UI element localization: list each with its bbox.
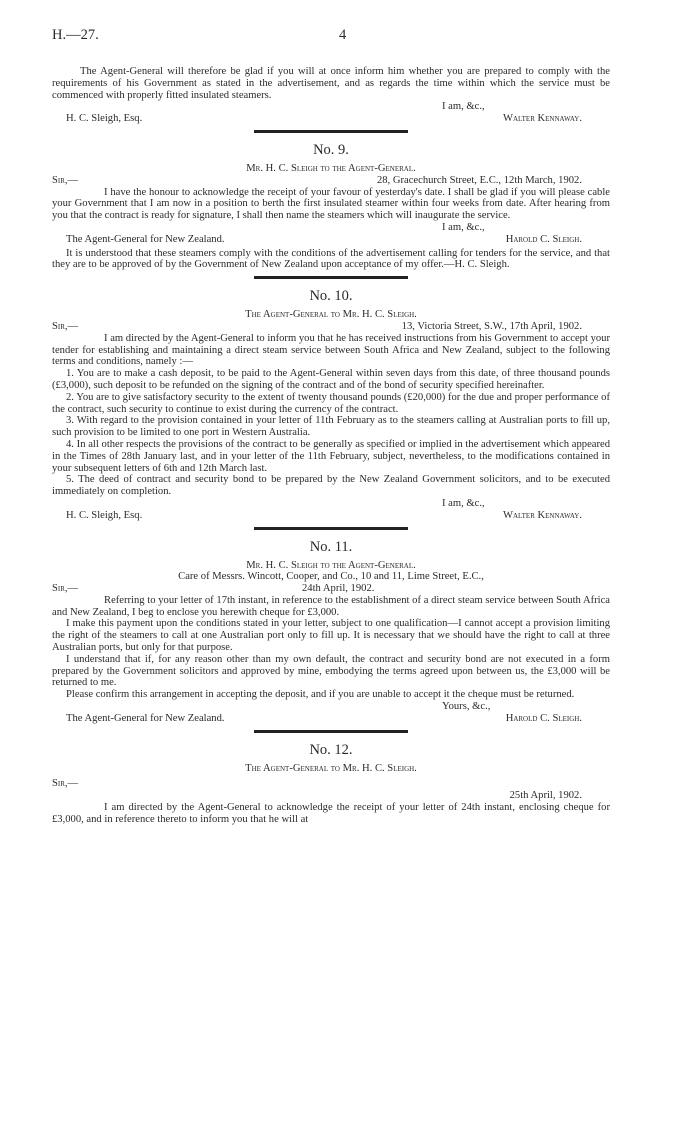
no9-body: I have the honour to acknowledge the receipt of your favour of yesterday's date. I shall be glad if you will please cable your Government that I am now in a position to berth the first insulated steamer within four weeks from date. After hearing from you that the contract is ready for signature, I shall then name the steamers which will inaugurate the service. <box>52 186 610 222</box>
letter-title-no9: Mr. H. C. Sleigh to the Agent-General. <box>246 162 416 174</box>
no9-salutation-row <box>52 175 610 187</box>
no11-closing: Yours, &c., <box>442 701 491 713</box>
document-page <box>52 27 610 826</box>
letter-title-no10: The Agent-General to Mr. H. C. Sleigh. <box>245 309 417 321</box>
no11-signature: Harold C. Sleigh. <box>505 712 582 724</box>
no12-date: 25th April, 1902. <box>509 790 582 802</box>
no10-term-1: 1. You are to make a cash deposit, to be paid to the Agent-General within seven days from this date, of three thousand pounds (£3,000), such deposit to be refunded on the signing of the contract and of the bond of security specified hereinafter. <box>52 368 610 391</box>
no11-salutation: Sir,— <box>52 583 79 595</box>
intro-paragraph: The Agent-General will therefore be glad if you will at once inform him whether you are prepared to comply with the requirements of his Government as stated in the advertisement, and as regards the time within which the service must be commenced with properly fitted insulated steamers. <box>52 66 610 101</box>
intro-signature-row <box>52 113 610 125</box>
section-divider <box>254 130 408 133</box>
no9-addressee: The Agent-General for New Zealand. <box>66 233 225 245</box>
no10-term-4: 4. In all other respects the provisions of the contract to be generally as specified or implied in the advertisement which appeared in the Times of 28th January last, and in your letter of the 11th February, subject, nevertheless, to the modifications contained in your subsequent letters of 6th and 12th March last. <box>52 438 610 474</box>
letter-heading-no12: No. 12. <box>309 741 353 758</box>
no10-signature: Walter Kennaway. <box>502 509 582 521</box>
no10-closing: I am, &c., <box>442 497 485 509</box>
no10-term-3: 3. With regard to the provision contained in your letter of 11th February as to the steamers calling at Australian ports to fill up, such provision to be limited to one port in Western Australia. <box>52 415 610 439</box>
intro-closing: I am, &c., <box>442 101 485 113</box>
no9-closing: I am, &c., <box>442 221 485 233</box>
no9-address-date: 28, Gracechurch Street, E.C., 12th March, 1902. <box>376 174 582 186</box>
no10-signature-row <box>52 510 610 522</box>
no11-closing-row <box>52 701 610 713</box>
letter-heading-no9: No. 9. <box>313 141 349 158</box>
no12-body: I am directed by the Agent-General to acknowledge the receipt of your letter of 24th instant, enclosing cheque for £3,000, and in reference thereto to inform you that he will at <box>52 802 610 825</box>
no10-addressee: H. C. Sleigh, Esq. <box>66 509 143 521</box>
letter-heading-no10: No. 10. <box>309 288 353 305</box>
no11-salutation-row <box>52 583 610 595</box>
no10-salutation-row <box>52 321 610 333</box>
no12-date-row <box>52 790 610 802</box>
no10-body: I am directed by the Agent-General to inform you that he has received instructions from his Government to accept your tender for establishing and maintaining a direct steam service between South Africa and New Zealand, subject to the following terms and conditions, namely :— <box>52 332 610 368</box>
section-divider <box>254 730 408 733</box>
letter-heading-no11: No. 11. <box>309 538 353 555</box>
section-divider <box>254 276 408 279</box>
intro-addressee: H. C. Sleigh, Esq. <box>66 113 143 125</box>
no10-closing-row <box>52 498 610 510</box>
document-reference: H.—27. <box>52 27 99 43</box>
no11-body: Referring to your letter of 17th instant, in reference to the establishment of a direct steam service between South Africa and New Zealand, I beg to enclose you herewith cheque for £3,000. <box>52 594 610 618</box>
no11-paragraph-4: Please confirm this arrangement in accepting the deposit, and if you are unable to accept it the cheque must be returned. <box>66 689 575 701</box>
no10-salutation: Sir,— <box>52 320 79 332</box>
section-divider <box>254 527 408 530</box>
no9-closing-row <box>52 222 610 234</box>
no10-term-2: 2. You are to give satisfactory security to the extent of twenty thousand pounds (£20,000) for the due and proper performance of the contract, such security to continue to exist during the currency of the contract. <box>52 391 610 415</box>
no9-salutation: Sir,— <box>52 174 79 186</box>
no11-signature-row <box>52 713 610 725</box>
no12-salutation: Sir,— <box>52 778 79 790</box>
letter-title-no11: Mr. H. C. Sleigh to the Agent-General. <box>246 559 416 571</box>
letter-title-no12: The Agent-General to Mr. H. C. Sleigh. <box>245 762 417 774</box>
no9-signature-row <box>52 234 610 246</box>
no9-signature: Harold C. Sleigh. <box>505 233 582 245</box>
page-header <box>52 27 610 66</box>
no9-postscript: It is understood that these steamers comply with the conditions of the advertisement calling for tenders for the service, and that they are to be approved of by the Government of New Zealand upon acceptance of my offer.—H. C. Sleigh. <box>52 247 610 271</box>
no11-paragraph-3: I understand that if, for any reason other than my own default, the contract and security bond are not executed in a form prepared by the Government solicitors and approved by mine, embodying the terms agreed upon between us, the £3,000 will be returned to me. <box>52 653 610 689</box>
intro-closing-row <box>52 101 610 113</box>
no11-address: Care of Messrs. Wincott, Cooper, and Co., 10 and 11, Lime Street, E.C., <box>178 571 484 583</box>
no12-salutation-row <box>52 778 610 790</box>
no10-term-5: 5. The deed of contract and security bond to be prepared by the New Zealand Government solicitors, and to be executed immediately on completion. <box>52 474 610 498</box>
no11-date: 24th April, 1902. <box>302 583 375 595</box>
intro-signature: Walter Kennaway. <box>502 113 582 125</box>
no10-address-date: 13, Victoria Street, S.W., 17th April, 1902. <box>401 320 582 332</box>
page-number: 4 <box>339 27 347 43</box>
no11-addressee: The Agent-General for New Zealand. <box>66 712 225 724</box>
no11-paragraph-2: I make this payment upon the conditions stated in your letter, subject to one qualification—I cannot accept a provision limiting the right of the steamers to call at one Australian port only to fill up. It is necessary that we should have the right to call at three Australian ports, but only for that purpose. <box>52 618 610 654</box>
